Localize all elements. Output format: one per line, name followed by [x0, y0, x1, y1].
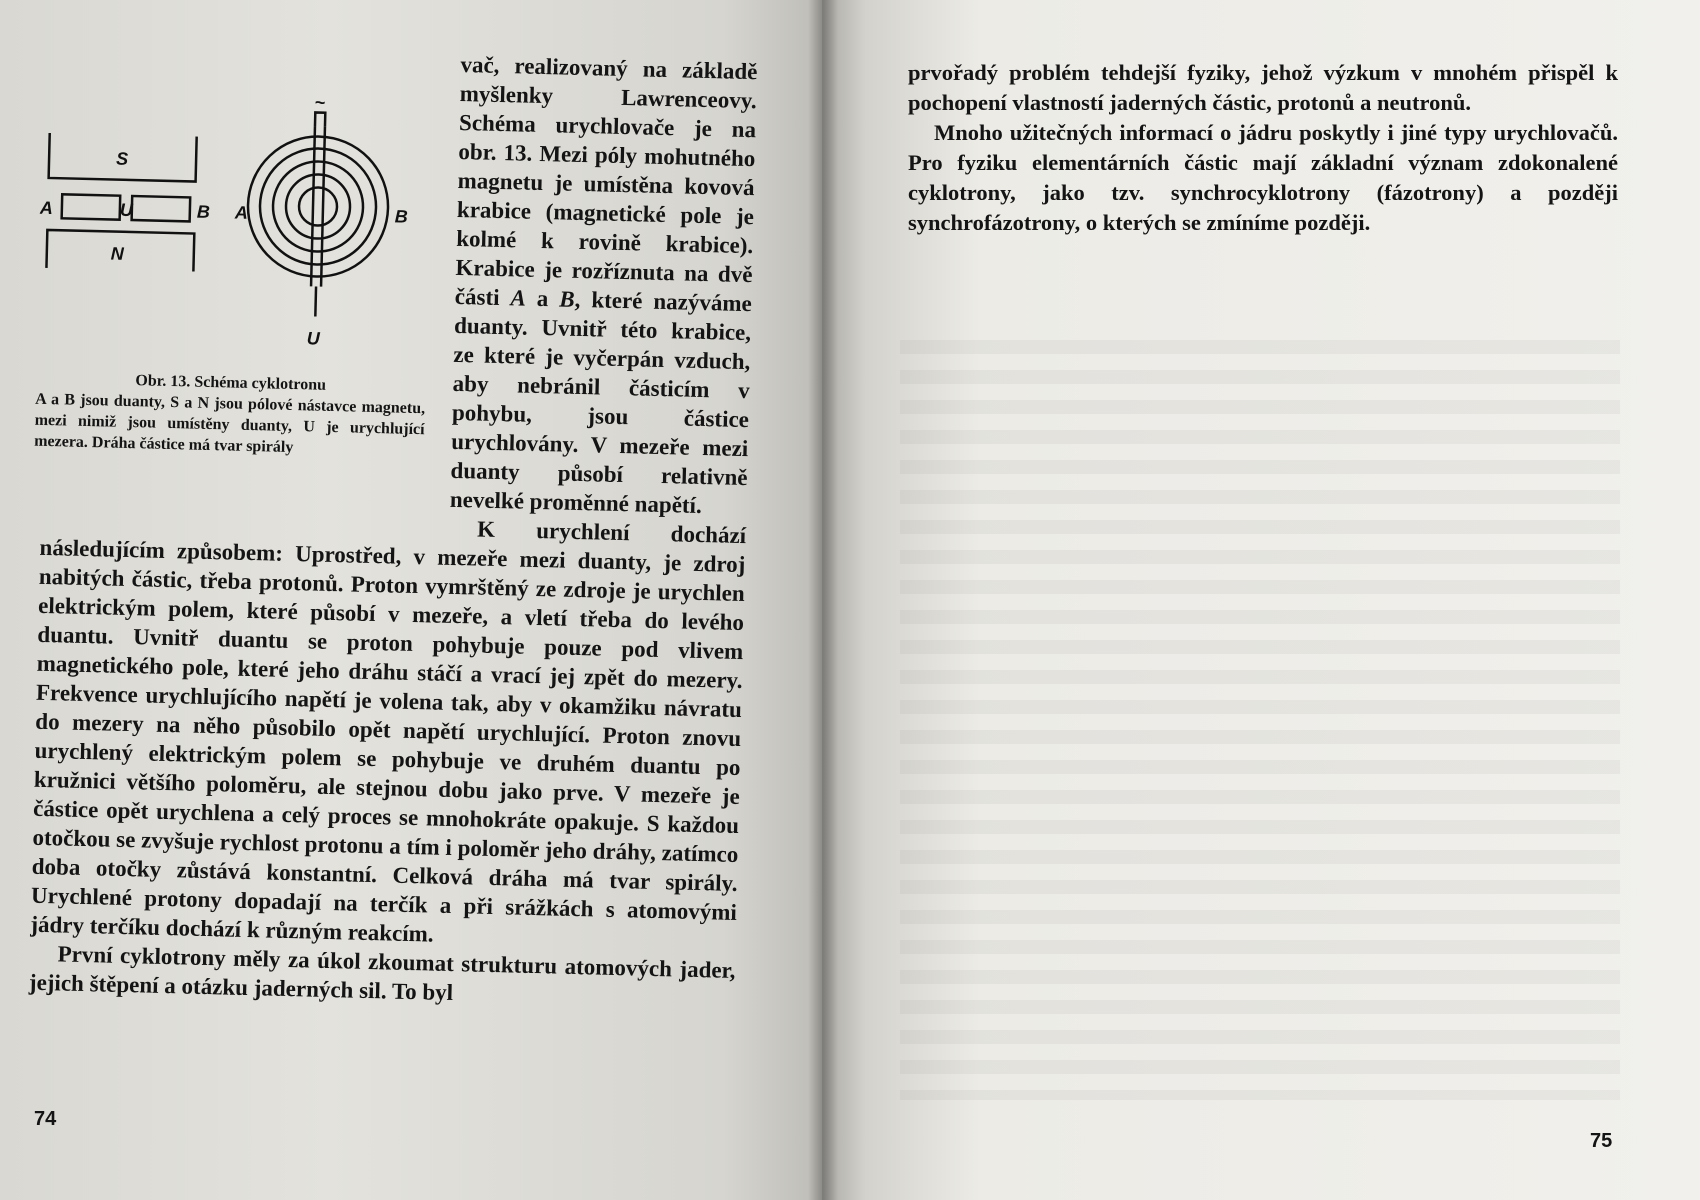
right-page-text [908, 58, 1618, 238]
right-paragraph-1: prvořadý problém tehdejší fyziky, jehož výzkum v mnohém přispěl k pochopení vlastností jaderných částic, protonů a neutronů. [908, 60, 1618, 115]
duant-a-symbol: A [510, 285, 527, 311]
left-page [0, 0, 822, 1200]
bleed-through-texture [900, 340, 1620, 1100]
figure-caption [34, 368, 426, 462]
label-s: S [115, 148, 129, 169]
left-paragraph-3: První cyklotrony měly za úkol zkoumat strukturu atomových jader, jejich štěpení a otázku jaderných sil. To byl [28, 941, 736, 1006]
right-paragraph-2: Mnoho užitečných informací o jádru poskytly i jiné typy urychlovačů. Pro fyziku elementárních částic mají základní význam zdokonalené cyklotrony, jako tzv. synchrocyklotrony (fázotrony) a později synchrofázotrony, o kterých se zmíníme později. [908, 120, 1618, 235]
label-u-top: U [306, 328, 321, 349]
figure-caption-body: A a B jsou duanty, S a N jsou pólové nástavce magnetu, mezi nimiž jsou umístěny duanty, U je urychlující mezera. Dráha částice má tvar spirály [33, 390, 426, 457]
page-number-left: 74 [34, 1108, 57, 1130]
page-number-right: 75 [1590, 1130, 1613, 1152]
book-gutter [808, 0, 838, 1200]
label-b-top: B [394, 206, 409, 227]
left-paragraph-1-part-a: vač, realizovaný na základě myšlenky Lawrenceovy. Schéma urychlovače je na obr. 13. Mezi póly mohutného magnetu je umístěna kovová krabice (magnetické pole je kolmé k rovině krabice). Krabice je rozříznuta na dvě části [454, 51, 758, 311]
duant-b-symbol: B [559, 286, 575, 312]
label-n: N [110, 243, 125, 264]
label-a-side: A [39, 197, 54, 219]
left-page-text [29, 40, 758, 1014]
label-a-top: A [234, 202, 249, 223]
label-ac-source: ~ [314, 92, 326, 113]
figure-cyclotron [32, 48, 448, 528]
label-u-side: U [119, 199, 134, 221]
label-b-side: B [196, 201, 211, 222]
left-paragraph-1-conjunction: a [525, 285, 560, 312]
cyclotron-diagram [36, 48, 449, 388]
left-paragraph-1-part-b: , které nazýváme duanty. Uvnitř této krabice, ze které je vyčerpán vzduch, aby nebránil částicím v pohybu, jsou částice urychlovány. V mezeře mezi duanty působí relativně nevelké proměnné napětí. [449, 286, 753, 519]
figure-caption-title: Obr. 13. Schéma cyklotronu [135, 372, 327, 394]
left-paragraph-2: K urychlení dochází následujícím způsobem: Uprostřed, v mezeře mezi duanty, je zdroj nabitých částic, třeba protonů. Proton vymrštěný ze zdroje je urychlen elektrickým polem, které působí v mezeře, a vletí třeba do levého duantu. Uvnitř duantu se proton pohybuje pouze pod vlivem magnetického pole, které jeho dráhu stáčí a vrací jej zpět do mezery. Frekvence urychlujícího napětí je volena tak, aby v okamžiku návratu do mezery na něho působilo opět napětí urychlující. Proton znovu urychlený elektrickým polem se pohybuje ve druhém duantu po kružnici většího poloměru, ale stejnou dobu jako prve. V mezeře je částice opět urychlena a celý proces se mnohokráte opakuje. S každou otočkou se zvyšuje rychlost protonu a tím i poloměr jeho dráhy, zatímco doba otočky zůstává konstantní. Celková dráha má tvar spirály. Urychlené protony dopadají na terčík a při srážkách s atomovými jádry terčíku dochází k různým reakcím. [30, 516, 747, 947]
